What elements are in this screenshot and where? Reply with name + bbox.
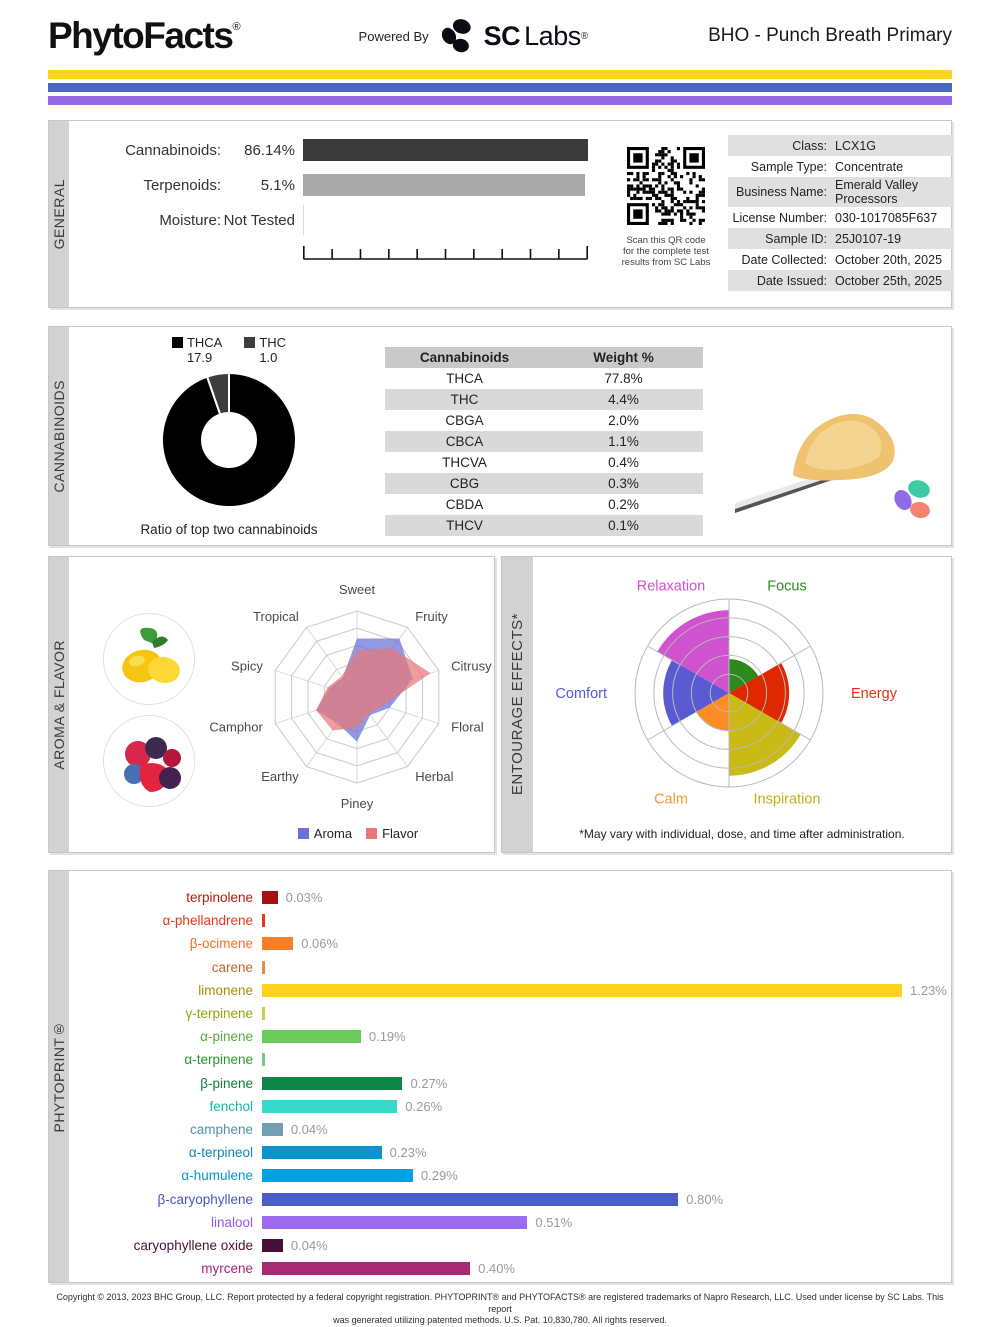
stat-bar-fill xyxy=(303,139,588,161)
donut-legend-item xyxy=(172,335,222,365)
brand-stripe-1 xyxy=(48,83,952,92)
general-stat-row xyxy=(81,209,600,231)
qr-caption-line: Scan this QR code xyxy=(626,235,706,246)
terpene-bar xyxy=(262,983,951,998)
info-label: Date Issued: xyxy=(756,273,827,288)
terpene-value: 0.06% xyxy=(301,936,339,952)
terpene-bar xyxy=(262,1192,951,1207)
info-value: LCX1G xyxy=(835,138,876,153)
terpene-row xyxy=(79,1002,951,1025)
terpene-bar xyxy=(262,1215,951,1230)
brand-text: PhytoFacts xyxy=(48,15,233,56)
stat-bar-fill xyxy=(303,174,585,196)
cannabinoid-ratio-chart xyxy=(99,333,359,537)
section-cannabinoids xyxy=(48,326,952,546)
terpene-row xyxy=(79,956,951,979)
info-row xyxy=(728,207,954,228)
header xyxy=(48,10,952,62)
terpene-row xyxy=(79,1141,951,1164)
terpene-bar-fill xyxy=(262,1007,265,1020)
legend-swatch xyxy=(172,337,183,348)
terpene-bar-fill xyxy=(262,937,293,950)
info-label: Class: xyxy=(792,138,827,153)
terpene-name: terpinolene xyxy=(186,890,253,906)
cannabinoid-name: CBDA xyxy=(445,496,484,512)
info-row xyxy=(728,228,954,249)
terpene-name: α-phellandrene xyxy=(162,913,253,929)
qr-caption xyxy=(618,235,714,268)
info-label: Sample Type: xyxy=(750,159,827,174)
scale-ruler xyxy=(303,244,588,260)
terpene-bar xyxy=(262,1076,951,1091)
table-row xyxy=(385,431,703,452)
stat-label: Terpenoids: xyxy=(143,176,221,194)
brand-stripe-2 xyxy=(48,96,952,105)
info-row xyxy=(728,270,954,291)
blackberry xyxy=(159,767,181,789)
terpene-bar-fill xyxy=(262,1169,413,1182)
cannabinoid-name: THCVA xyxy=(442,454,487,470)
column-header: Cannabinoids xyxy=(419,349,510,365)
terpene-bar xyxy=(262,914,951,927)
donut-legend-item xyxy=(244,335,286,365)
legend-name: THC xyxy=(259,335,287,350)
cannabinoid-value: 0.3% xyxy=(608,475,639,491)
section-label-phytoprint: PHYTOPRINT® xyxy=(49,871,69,1282)
cannabinoid-name: THCV xyxy=(446,517,483,533)
sample-info-table xyxy=(728,135,954,291)
cannabinoid-value: 77.8% xyxy=(604,370,643,386)
terpene-bar xyxy=(262,1053,951,1066)
terpene-row xyxy=(79,1048,951,1071)
aroma-flavor-radar-chart xyxy=(189,579,513,819)
section-aroma-flavor xyxy=(48,556,495,853)
info-row xyxy=(728,177,954,207)
legend-swatch xyxy=(298,828,309,839)
copyright-line-1: Copyright © 2013, 2023 BHC Group, LLC. Report protected by a federal copyright registration. PHYTOPRINT® and PHYTOFACTS® are registered trademarks of Napro Research, LLC. Used under license by SC Labs. This report xyxy=(56,1292,944,1314)
info-row xyxy=(728,135,954,156)
terpene-row xyxy=(79,886,951,909)
powered-by-block xyxy=(359,17,589,55)
terpene-name: carene xyxy=(211,959,253,975)
terpene-row xyxy=(79,979,951,1002)
terpene-row xyxy=(79,1095,951,1118)
terpene-row xyxy=(79,909,951,932)
terpene-value: 0.51% xyxy=(535,1214,573,1230)
general-stat-row xyxy=(81,139,600,161)
terpene-value: 0.27% xyxy=(410,1075,448,1091)
cannabinoids-table-header xyxy=(385,347,703,368)
effect-label-energy: Energy xyxy=(851,686,897,702)
terpene-name: β-caryophyllene xyxy=(157,1191,253,1207)
legend-swatch xyxy=(366,828,377,839)
terpene-bar-fill xyxy=(262,984,902,997)
cranberry xyxy=(163,749,181,767)
table-row xyxy=(385,368,703,389)
terpene-value: 0.23% xyxy=(389,1145,427,1161)
stat-bar xyxy=(303,205,588,235)
terpene-value: 0.04% xyxy=(290,1237,328,1253)
terpene-bar-fill xyxy=(262,1146,382,1159)
info-label: Business Name: xyxy=(735,185,827,199)
entourage-footnote: *May vary with individual, dose, and time after administration. xyxy=(579,827,905,841)
cannabinoid-value: 2.0% xyxy=(608,412,639,428)
terpene-value: 0.04% xyxy=(290,1121,328,1137)
brand-stripe-0 xyxy=(48,70,952,79)
stat-label: Cannabinoids: xyxy=(125,141,221,159)
qr-caption-line: for the complete test xyxy=(622,246,710,257)
terpene-name: β-ocimene xyxy=(189,936,253,952)
terpene-row xyxy=(79,1234,951,1257)
terpene-name: linalool xyxy=(210,1214,253,1230)
info-row xyxy=(728,249,954,270)
terpene-row xyxy=(79,932,951,955)
cannabinoid-value: 0.1% xyxy=(608,517,639,533)
section-label-cannabinoids: CANNABINOIDS xyxy=(49,327,69,545)
legend-name: Aroma xyxy=(313,826,353,841)
entourage-effects-chart xyxy=(535,565,923,823)
terpene-name: limonene xyxy=(198,982,253,998)
qr-caption-line: results from SC Labs xyxy=(621,257,711,268)
terpene-bar xyxy=(262,961,951,974)
stat-value: Not Tested xyxy=(223,211,295,229)
donut-caption: Ratio of top two cannabinoids xyxy=(140,522,318,537)
radar-axis-label: Piney xyxy=(340,796,374,811)
terpene-bar-fill xyxy=(262,1193,678,1206)
terpene-name: α-terpinene xyxy=(184,1052,253,1068)
section-label-aroma-flavor: AROMA & FLAVOR xyxy=(49,557,69,852)
terpene-value: 0.19% xyxy=(368,1029,406,1045)
section-entourage-effects xyxy=(501,556,952,853)
general-stat-row xyxy=(81,174,600,196)
legend-swatch xyxy=(244,337,255,348)
radar-axis-label: Earthy xyxy=(261,769,299,785)
info-label: Sample ID: xyxy=(765,231,827,246)
terpene-bar xyxy=(262,1122,951,1137)
powered-by-label: Powered By xyxy=(358,28,429,44)
terpene-bar-fill xyxy=(262,1100,397,1113)
stat-bar xyxy=(303,174,588,196)
cannabinoid-name: THCA xyxy=(446,370,483,386)
radar-axis-label: Herbal xyxy=(415,769,454,785)
terpene-name: α-humulene xyxy=(181,1168,253,1184)
terpene-bar-fill xyxy=(262,1123,283,1136)
terpene-name: α-pinene xyxy=(200,1029,253,1045)
terpene-row xyxy=(79,1164,951,1187)
legend-value: 1.0 xyxy=(259,350,278,365)
terpene-row xyxy=(79,1118,951,1141)
cannabinoids-table xyxy=(385,347,703,537)
stat-label: Moisture: xyxy=(159,211,221,229)
effect-label-focus: Focus xyxy=(767,578,807,595)
info-value: 25J0107-19 xyxy=(835,231,902,246)
general-stats xyxy=(81,139,600,291)
cannabinoid-value: 4.4% xyxy=(608,391,639,407)
terpene-row xyxy=(79,1187,951,1210)
radar-axis-label: Tropical xyxy=(253,608,299,624)
terpene-name: caryophyllene oxide xyxy=(133,1237,253,1253)
terpene-bar-fill xyxy=(262,1239,283,1252)
table-row xyxy=(385,473,703,494)
column-header: Weight % xyxy=(593,349,654,365)
info-value: October 25th, 2025 xyxy=(835,273,943,288)
terpene-value: 0.03% xyxy=(285,890,323,906)
terpene-bar-fill xyxy=(262,891,278,904)
radar-axis-label: Floral xyxy=(451,719,484,735)
donut-legend xyxy=(99,335,359,365)
qr-code xyxy=(627,147,705,225)
info-value: Concentrate xyxy=(835,159,904,174)
radar-axis-label: Camphor xyxy=(209,719,263,735)
terpene-name: myrcene xyxy=(201,1261,253,1277)
radar-axis-label: Sweet xyxy=(338,582,376,597)
cannabinoid-value: 0.2% xyxy=(608,496,639,512)
section-phytoprint xyxy=(48,870,952,1283)
terpene-bar-fill xyxy=(262,1077,402,1090)
cannabinoid-name: THC xyxy=(450,391,479,407)
sc-labs-registered-mark: ® xyxy=(580,30,589,42)
cannabinoid-value: 1.1% xyxy=(608,433,639,449)
terpene-bar xyxy=(262,1007,951,1020)
terpene-bar-fill xyxy=(262,1030,361,1043)
terpene-name: fenchol xyxy=(209,1098,253,1114)
terpene-bar-fill xyxy=(262,1216,527,1229)
terpene-bar xyxy=(262,1238,951,1253)
terpene-bar xyxy=(262,936,951,951)
effect-label-calm: Calm xyxy=(654,791,688,808)
terpene-bar xyxy=(262,1168,951,1183)
berries-image xyxy=(103,715,195,807)
terpene-name: γ-terpinene xyxy=(185,1006,253,1022)
legend-name: THCA xyxy=(186,335,223,350)
radar-axis-label: Spicy xyxy=(231,658,263,674)
table-row xyxy=(385,494,703,515)
brand-stripes xyxy=(48,70,952,105)
cannabinoid-name: CBG xyxy=(449,475,480,491)
terpene-bar xyxy=(262,1261,951,1276)
terpene-name: α-terpineol xyxy=(188,1145,253,1161)
sc-labs-logo-icon xyxy=(439,17,477,55)
legend-name: Flavor xyxy=(382,826,419,841)
terpene-name: camphene xyxy=(189,1121,253,1137)
effect-label-inspiration: Inspiration xyxy=(753,791,821,808)
terpene-value: 0.80% xyxy=(686,1191,724,1207)
report-title: BHO - Punch Breath Primary xyxy=(708,25,952,46)
terpene-bar xyxy=(262,1029,951,1044)
terpene-bar-chart xyxy=(69,871,951,1280)
terpene-bar xyxy=(262,890,951,905)
lemon-image xyxy=(103,613,195,705)
terpene-value: 0.40% xyxy=(478,1261,515,1277)
terpene-value: 0.29% xyxy=(420,1168,458,1184)
info-label: Date Collected: xyxy=(741,252,827,267)
radar-legend xyxy=(189,826,513,841)
effect-label-comfort: Comfort xyxy=(555,686,607,702)
sc-labs-wordmark-light: Labs xyxy=(524,20,581,51)
info-value: 030-1017085F637 xyxy=(835,210,938,225)
terpene-bar-fill xyxy=(262,1053,265,1066)
qr-block xyxy=(618,147,714,291)
donut-chart xyxy=(154,365,304,515)
terpene-bar xyxy=(262,1099,951,1114)
info-row xyxy=(728,156,954,177)
info-value: Emerald Valley Processors xyxy=(835,178,919,206)
table-row xyxy=(385,389,703,410)
terpene-name: β-pinene xyxy=(200,1075,253,1091)
terpene-value: 1.23% xyxy=(910,982,947,998)
terpene-bar-fill xyxy=(262,961,265,974)
terpene-value: 0.26% xyxy=(405,1098,443,1114)
phytofacts-logo xyxy=(48,15,241,57)
terpene-row xyxy=(79,1257,951,1280)
cannabinoid-name: CBGA xyxy=(445,412,484,428)
section-general xyxy=(48,120,952,308)
footer xyxy=(48,1292,952,1327)
table-row xyxy=(385,452,703,473)
section-label-general: GENERAL xyxy=(49,121,69,307)
stat-value: 86.14% xyxy=(244,141,295,159)
terpene-bar-fill xyxy=(262,914,265,927)
table-row xyxy=(385,515,703,536)
stat-bar xyxy=(303,139,588,161)
cannabinoid-name: CBCA xyxy=(445,433,484,449)
info-value: October 20th, 2025 xyxy=(835,252,943,267)
product-photo xyxy=(735,363,947,527)
radar-series-flavor xyxy=(316,648,431,730)
radar-axis-label: Fruity xyxy=(415,608,448,624)
terpene-bar xyxy=(262,1145,951,1160)
cannabinoid-value: 0.4% xyxy=(608,454,639,470)
terpene-row xyxy=(79,1211,951,1234)
stat-value: 5.1% xyxy=(260,176,295,194)
radar-axis-label: Citrusy xyxy=(451,658,492,674)
terpene-row xyxy=(79,1025,951,1048)
terpene-row xyxy=(79,1072,951,1095)
info-label: License Number: xyxy=(732,210,827,225)
copyright-line-2: was generated utilizing patented methods. U.S. Pat. 10,830,780. All rights reserved. xyxy=(333,1315,667,1325)
table-row xyxy=(385,410,703,431)
sc-labs-wordmark-bold: SC xyxy=(483,20,521,51)
concentrate-image xyxy=(735,363,947,527)
aroma-entourage-row xyxy=(48,556,952,853)
legend-value: 17.9 xyxy=(186,350,213,365)
terpene-bar-fill xyxy=(262,1262,470,1275)
section-label-entourage: ENTOURAGE EFFECTS* xyxy=(502,557,533,852)
effect-label-relaxation: Relaxation xyxy=(636,578,706,595)
brand-registered-mark: ® xyxy=(232,21,241,33)
